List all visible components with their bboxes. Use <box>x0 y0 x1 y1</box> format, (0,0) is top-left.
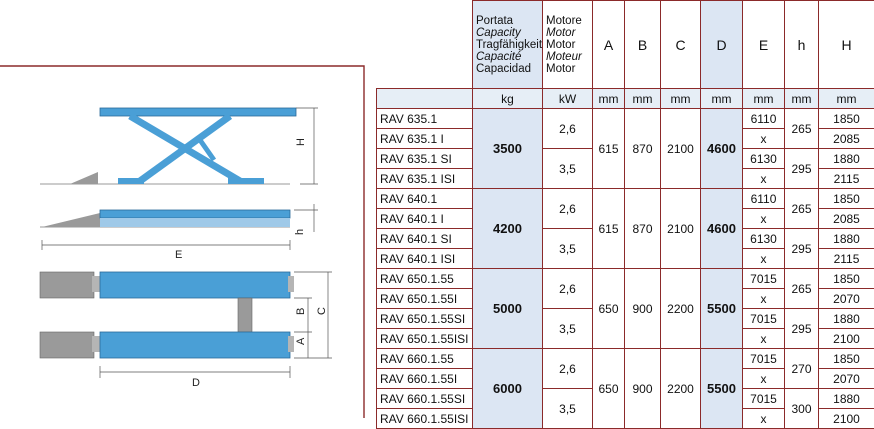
unit-cell: kW <box>543 89 593 109</box>
capacity-value: 6000 <box>473 349 543 429</box>
dim-B-value: 870 <box>625 189 661 269</box>
header-col-D: D <box>701 1 743 89</box>
model-name: RAV 650.1.55I <box>377 289 473 309</box>
model-name: RAV 640.1 <box>377 189 473 209</box>
motor-value: 2,6 <box>543 109 593 149</box>
unit-cell: mm <box>593 89 625 109</box>
dim-B-value: 870 <box>625 109 661 189</box>
dim-H-value: 1880 <box>819 389 874 409</box>
unit-blank <box>377 89 473 109</box>
dim-label-B: B <box>295 308 307 315</box>
unit-cell: kg <box>473 89 543 109</box>
model-name: RAV 650.1.55 <box>377 269 473 289</box>
dim-C-value: 2100 <box>661 189 701 269</box>
model-name: RAV 650.1.55ISI <box>377 329 473 349</box>
dim-A-value: 650 <box>593 349 625 429</box>
header-col-B: B <box>625 1 661 89</box>
dim-E-value: 7015 <box>743 389 785 409</box>
dim-E-value: 6130 <box>743 149 785 169</box>
model-name: RAV 660.1.55 <box>377 349 473 369</box>
model-name: RAV 660.1.55I <box>377 369 473 389</box>
side-view-raised <box>40 108 318 184</box>
motor-value: 2,6 <box>543 189 593 229</box>
capacity-value: 5000 <box>473 269 543 349</box>
dim-h-value: 300 <box>785 389 819 429</box>
dim-H-value: 2085 <box>819 209 874 229</box>
motor-value: 3,5 <box>543 229 593 269</box>
motor-value: 3,5 <box>543 309 593 349</box>
dim-label-H: H <box>295 138 307 146</box>
lift-diagram <box>0 0 370 418</box>
header-row <box>377 1 874 89</box>
model-name: RAV 660.1.55ISI <box>377 409 473 429</box>
spec-body <box>377 109 874 429</box>
dim-h-value: 295 <box>785 309 819 349</box>
dim-h-value: 265 <box>785 189 819 229</box>
header-motor: Motore Motor Motor Moteur Motor <box>543 1 593 89</box>
dim-C-value: 2200 <box>661 269 701 349</box>
dim-A-value: 615 <box>593 189 625 269</box>
dim-label-E: E <box>175 249 182 261</box>
dim-E-value: 7015 <box>743 309 785 329</box>
dim-E-value: x <box>743 209 785 229</box>
table-row <box>377 349 874 369</box>
dim-E-value: 7015 <box>743 349 785 369</box>
header-col-H: H <box>819 1 874 89</box>
header-col-E: E <box>743 1 785 89</box>
dim-H-value: 2070 <box>819 369 874 389</box>
diagram-frame <box>0 66 364 418</box>
dim-E-value: x <box>743 369 785 389</box>
dim-label-D: D <box>192 377 200 389</box>
top-view <box>40 272 332 378</box>
unit-cell: mm <box>819 89 874 109</box>
dim-E-value: x <box>743 409 785 429</box>
header-col-A: A <box>593 1 625 89</box>
unit-cell: mm <box>625 89 661 109</box>
motor-value: 3,5 <box>543 149 593 189</box>
dim-E-value: 6110 <box>743 189 785 209</box>
dim-H-value: 1850 <box>819 349 874 369</box>
dim-B-value: 900 <box>625 269 661 349</box>
dim-label-h: h <box>294 229 306 235</box>
table-row <box>377 109 874 129</box>
dim-E-value: x <box>743 329 785 349</box>
model-name: RAV 635.1 SI <box>377 149 473 169</box>
motor-value: 2,6 <box>543 269 593 309</box>
dim-E-value: x <box>743 289 785 309</box>
dim-H-value: 2070 <box>819 289 874 309</box>
unit-cell: mm <box>785 89 819 109</box>
dim-h-value: 295 <box>785 229 819 269</box>
dim-H-value: 1850 <box>819 269 874 289</box>
dim-C-value: 2200 <box>661 349 701 429</box>
motor-value: 2,6 <box>543 349 593 389</box>
model-name: RAV 640.1 ISI <box>377 249 473 269</box>
dim-E-value: 7015 <box>743 269 785 289</box>
motor-value: 3,5 <box>543 389 593 429</box>
dim-D-value: 4600 <box>701 109 743 189</box>
dim-E-value: x <box>743 169 785 189</box>
spec-table <box>376 0 874 429</box>
table-row <box>377 269 874 289</box>
unit-row <box>377 89 874 109</box>
dim-H-value: 1880 <box>819 149 874 169</box>
dim-H-value: 2100 <box>819 329 874 349</box>
model-name: RAV 660.1.55SI <box>377 389 473 409</box>
dim-h-value: 265 <box>785 109 819 149</box>
dim-H-value: 2115 <box>819 169 874 189</box>
dim-D-value: 5500 <box>701 269 743 349</box>
dim-D-value: 4600 <box>701 189 743 269</box>
dim-h-value: 265 <box>785 269 819 309</box>
dim-E-value: x <box>743 249 785 269</box>
model-name: RAV 640.1 I <box>377 209 473 229</box>
dim-H-value: 1880 <box>819 229 874 249</box>
dim-H-value: 2115 <box>819 249 874 269</box>
dim-A-value: 650 <box>593 269 625 349</box>
model-name: RAV 635.1 ISI <box>377 169 473 189</box>
unit-cell: mm <box>701 89 743 109</box>
dim-E-value: 6110 <box>743 109 785 129</box>
dim-H-value: 1880 <box>819 309 874 329</box>
model-name: RAV 635.1 <box>377 109 473 129</box>
dim-H-value: 1850 <box>819 109 874 129</box>
dim-E-value: x <box>743 129 785 149</box>
dim-label-C: C <box>316 307 328 315</box>
model-name: RAV 650.1.55SI <box>377 309 473 329</box>
unit-cell: mm <box>661 89 701 109</box>
dim-D-value: 5500 <box>701 349 743 429</box>
header-corner <box>377 1 473 89</box>
capacity-value: 3500 <box>473 109 543 189</box>
table-row <box>377 189 874 209</box>
header-capacity: Portata Capacity Tragfähigkeit Capacité Capacidad <box>473 1 543 89</box>
unit-cell: mm <box>743 89 785 109</box>
dim-H-value: 2100 <box>819 409 874 429</box>
dim-H-value: 2085 <box>819 129 874 149</box>
dim-label-A: A <box>295 337 307 345</box>
header-col-C: C <box>661 1 701 89</box>
dim-B-value: 900 <box>625 349 661 429</box>
model-name: RAV 635.1 I <box>377 129 473 149</box>
dim-h-value: 295 <box>785 149 819 189</box>
capacity-value: 4200 <box>473 189 543 269</box>
dim-A-value: 615 <box>593 109 625 189</box>
dim-E-value: 6130 <box>743 229 785 249</box>
dim-C-value: 2100 <box>661 109 701 189</box>
side-view-lowered <box>40 204 318 250</box>
dim-h-value: 270 <box>785 349 819 389</box>
dim-H-value: 1850 <box>819 189 874 209</box>
model-name: RAV 640.1 SI <box>377 229 473 249</box>
header-col-h: h <box>785 1 819 89</box>
